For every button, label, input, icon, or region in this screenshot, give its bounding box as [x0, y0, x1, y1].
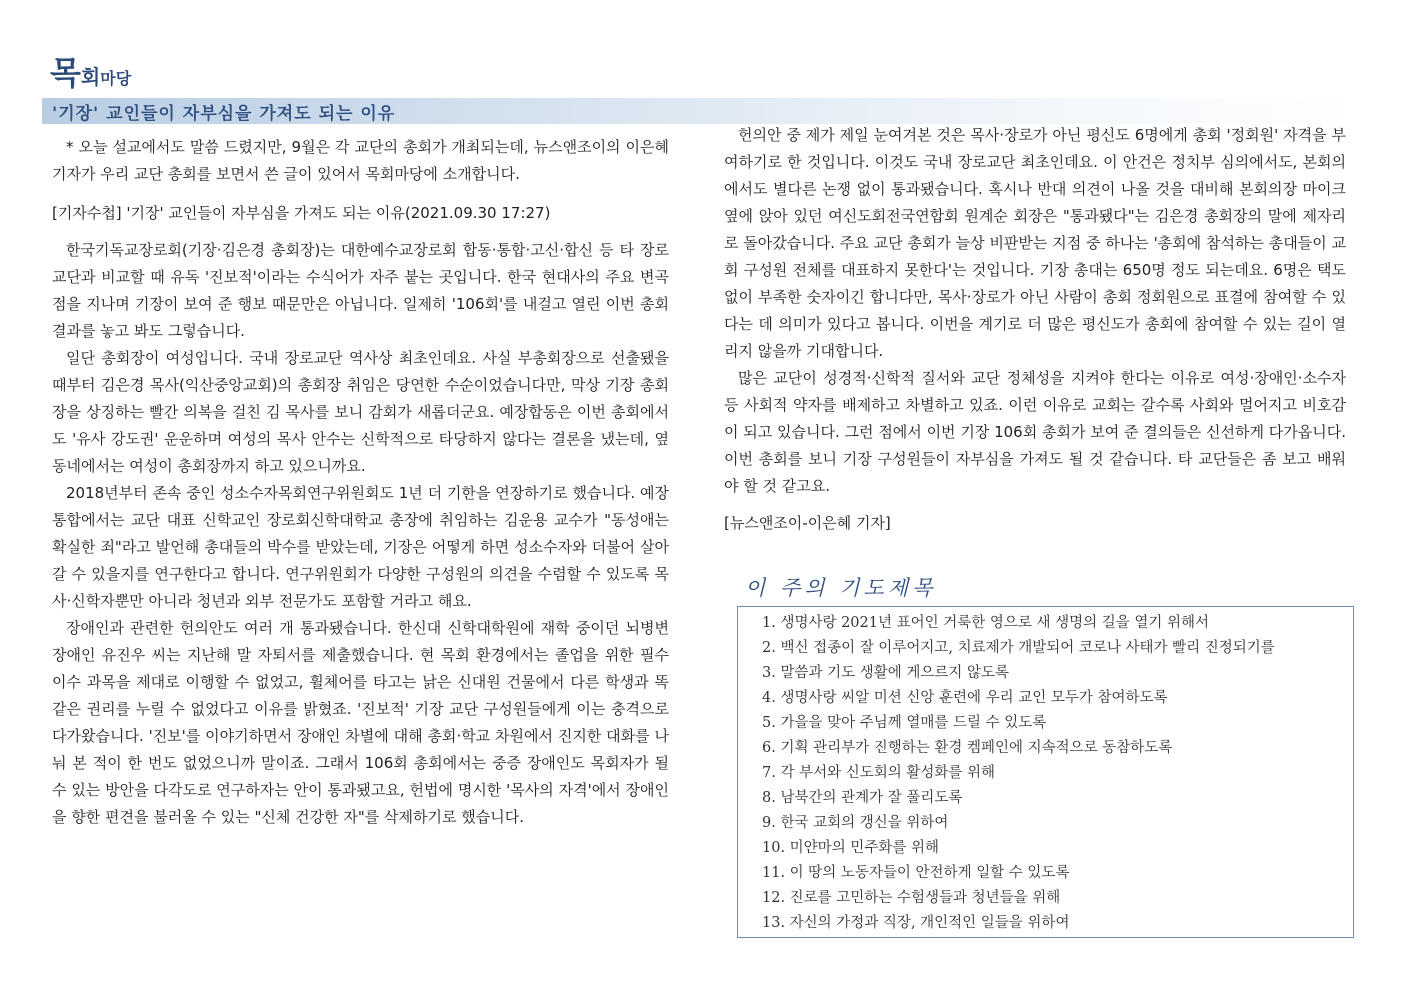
- byline: [뉴스앤조이-이은혜 기자]: [724, 514, 891, 532]
- body-paragraph: 헌의안 중 제가 제일 눈여겨본 것은 목사·장로가 아닌 평신도 6명에게 총회 '정회원' 자격을 부여하기로 한 것입니다. 이것도 국내 장로교단 최초인데요. 이 안건은 정치부 심의에서도, 본회의에서도 별다른 논쟁 없이 통과됐습니다. 혹시나 반대 의견이 나올 것을 대비해 본회의장 마이크 옆에 앉아 있던 여신도회전국연합회 원계순 회장은 "통과됐다"는 김은경 총회장의 말에 제자리로 돌아갔습니다. 주요 교단 총회가 늘상 비판받는 지점 중 하나는 '총회에 참석하는 총대들이 교회 구성원 전체를 대표하지 못한다'는 것입니다. 기장 총대는 650명 정도 되는데요. 6명은 택도 없이 부족한 숫자이긴 합니다만, 목사·장로가 아닌 사람이 총회 정회원으로 표결에 참여할 수 있다는 데 의미가 있다고 봅니다. 이번을 계기로 더 많은 평신도가 총회에 참여할 수 있는 길이 열리지 않을까 기대합니다.: [724, 126, 1346, 360]
- prayer-item: 6. 기획 관리부가 진행하는 환경 켐페인에 지속적으로 동참하도록: [762, 740, 1173, 756]
- prayer-list-box: [737, 606, 1354, 938]
- prayer-item: 4. 생명사랑 씨알 미션 신앙 훈련에 우리 교인 모두가 참여하도록: [762, 690, 1168, 706]
- prayer-item: 11. 이 땅의 노동자들이 안전하게 일할 수 있도록: [762, 865, 1070, 881]
- prayer-item: 2. 백신 접종이 잘 이루어지고, 치료제가 개발되어 코로나 사태가 빨리 진정되기를: [762, 640, 1275, 656]
- prayer-item: 9. 한국 교회의 갱신을 위하여: [762, 815, 949, 831]
- prayer-item: 13. 자신의 가정과 직장, 개인적인 일들을 위하여: [762, 915, 1070, 931]
- left-column: [52, 134, 669, 831]
- prayer-item: 10. 미얀마의 민주화를 위해: [762, 840, 939, 856]
- source-line: [기자수첩] '기장' 교인들이 자부심을 가져도 되는 이유(2021.09.30 17:27): [52, 204, 551, 222]
- article-title: '기장' 교인들이 자부심을 가져도 되는 이유: [52, 104, 396, 124]
- body-paragraph: 2018년부터 존속 중인 성소수자목회연구위원회도 1년 더 기한을 연장하기로 했습니다. 예장통합에서는 교단 대표 신학교인 장로회신학대학교 총장에 취임하는 김운용 교수가 "동성애는 확실한 죄"라고 발언해 총대들의 박수를 받았는데, 기장은 어떻게 하면 성소수자와 더불어 살아갈 수 있을지를 연구한다고 합니다. 연구위원회가 다양한 구성원의 의견을 수렴할 수 있도록 목사·신학자뿐만 아니라 청년과 외부 전문가도 포함할 거라고 해요.: [52, 484, 669, 610]
- prayer-item: 7. 각 부서와 신도회의 활성화를 위해: [762, 765, 995, 781]
- prayer-item: 3. 말씀과 기도 생활에 게으르지 않도록: [762, 665, 1009, 681]
- prayer-list: [762, 611, 1353, 936]
- body-paragraph: 일단 총회장이 여성입니다. 국내 장로교단 역사상 최초인데요. 사실 부총회장으로 선출됐을 때부터 김은경 목사(익산중앙교회)의 총회장 취임은 당연한 수순이었습니다만, 막상 기장 총회장을 상징하는 빨간 의복을 걸친 김 목사를 보니 감회가 새롭더군요. 예장합동은 이번 총회에서도 '유사 강도권' 운운하며 여성의 목사 안수는 신학적으로 타당하지 않다는 결론을 냈는데, 옆 동네에서는 여성이 총회장까지 하고 있으니까요.: [52, 349, 669, 475]
- title-banner: [42, 98, 1357, 124]
- body-paragraph: 한국기독교장로회(기장·김은경 총회장)는 대한예수교장로회 합동·통합·고신·합신 등 타 장로교단과 비교할 때 유독 '진보적'이라는 수식어가 자주 붙는 곳입니다. 한국 현대사의 주요 변곡점을 지나며 기장이 보여 준 행보 때문만은 아닙니다. 일제히 '106회'를 내걸고 열린 이번 총회 결과를 놓고 봐도 그렇습니다.: [52, 241, 669, 340]
- logo-char-small: 마당: [100, 69, 132, 88]
- logo-char-mid: 회: [80, 65, 101, 89]
- intro-paragraph: * 오늘 설교에서도 말씀 드렸지만, 9월은 각 교단의 총회가 개최되는데, 뉴스앤조이의 이은혜 기자가 우리 교단 총회를 보면서 쓴 글이 있어서 목회마당에 소개합니다.: [52, 138, 669, 183]
- right-column: [724, 122, 1346, 537]
- prayer-item: 5. 가을을 맞아 주님께 열매를 드릴 수 있도록: [762, 715, 1047, 731]
- prayer-item: 1. 생명사랑 2021년 표어인 거룩한 영으로 새 생명의 길을 열기 위해서: [762, 615, 1209, 631]
- prayer-item: 8. 남북간의 관계가 잘 풀리도록: [762, 790, 963, 806]
- prayer-item: 12. 진로를 고민하는 수험생들과 청년들을 위해: [762, 890, 1061, 906]
- prayer-title: 이 주의 기도제목: [745, 576, 937, 600]
- section-logo: [50, 48, 131, 98]
- logo-char-big: 목: [50, 54, 81, 92]
- body-paragraph: 많은 교단이 성경적·신학적 질서와 교단 정체성을 지켜야 한다는 이유로 여성·장애인·소수자 등 사회적 약자를 배제하고 차별하고 있죠. 이런 이유로 교회는 갈수록 사회와 멀어지고 비호감이 되고 있습니다. 그런 점에서 이번 기장 106회 총회가 보여 준 결의들은 신선하게 다가옵니다. 이번 총회를 보니 기장 구성원들이 자부심을 가져도 될 것 같습니다. 타 교단들은 좀 보고 배워야 할 것 같고요.: [724, 369, 1346, 495]
- body-paragraph: 장애인과 관련한 헌의안도 여러 개 통과됐습니다. 한신대 신학대학원에 재학 중이던 뇌병변 장애인 유진우 씨는 지난해 말 자퇴서를 제출했습니다. 현 목회 환경에서는 졸업을 위한 필수 이수 과목을 제대로 이행할 수 없었고, 휠체어를 타고는 낡은 신대원 건물에서 다른 학생과 똑같은 권리를 누릴 수 없었다고 이유를 밝혔죠. '진보적' 기장 교단 구성원들에게 이는 충격으로 다가왔습니다. '진보'를 이야기하면서 장애인 차별에 대해 총회·학교 차원에서 진지한 대화를 나눠 본 적이 한 번도 없었으니까 말이죠. 그래서 106회 총회에서는 중증 장애인도 목회자가 될 수 있는 방안을 다각도로 연구하자는 안이 통과됐고요, 헌법에 명시한 '목사의 자격'에서 장애인을 향한 편견을 불러올 수 있는 "신체 건강한 자"를 삭제하기로 했습니다.: [52, 619, 669, 826]
